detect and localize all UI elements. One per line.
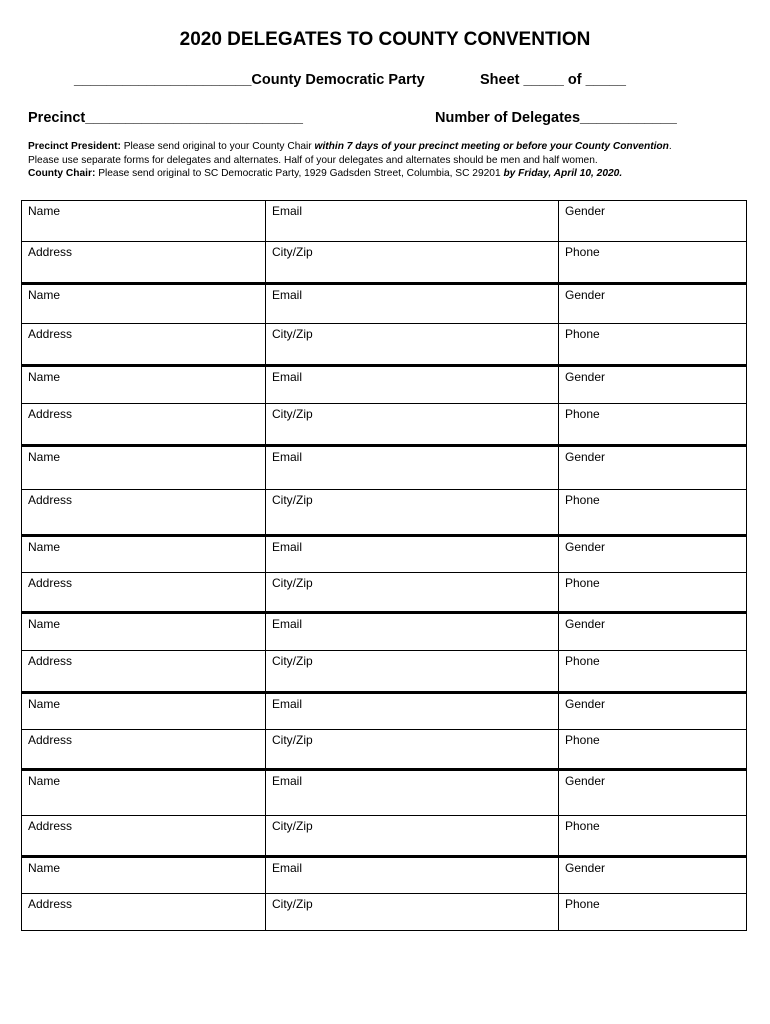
delegate-2-phone-field[interactable]: Phone [558,324,746,364]
delegate-2-cityzip-field[interactable]: City/Zip [265,324,558,364]
delegate-9-row-address [22,893,746,930]
delegate-3-email-field[interactable]: Email [265,367,558,403]
delegate-1-name-field[interactable]: Name [28,204,61,218]
delegate-7-address-field[interactable]: Address [28,733,73,747]
delegate-1-phone-field[interactable]: Phone [558,242,746,282]
page-title: 2020 DELEGATES TO COUNTY CONVENTION [179,29,591,50]
delegate-2-row-address [22,323,746,364]
delegate-3-gender-field[interactable]: Gender [558,367,746,403]
sheet-number-field[interactable]: Sheet _____ of _____ [480,72,626,88]
delegate-6-row-address [22,650,746,691]
delegate-1-email-field[interactable]: Email [265,201,558,241]
delegate-6-name-field[interactable]: Name [28,617,61,631]
delegate-1-gender-field[interactable]: Gender [558,201,746,241]
delegate-6-cityzip-field[interactable]: City/Zip [265,651,558,691]
instruction-end-1: . [668,141,672,152]
delegate-4-name-field[interactable]: Name [28,450,61,464]
delegate-8-name-field[interactable]: Name [28,774,61,788]
delegate-3-name-field[interactable]: Name [28,370,61,384]
delegate-6-phone-field[interactable]: Phone [558,651,746,691]
delegate-8-cityzip-field[interactable]: City/Zip [265,816,558,855]
delegate-3-cityzip-field[interactable]: City/Zip [265,404,558,444]
deadline-emphasis: within 7 days of your precinct meeting or before your County Convention [314,141,669,152]
delegate-7-email-field[interactable]: Email [265,694,558,729]
delegate-8-row-address [22,815,746,855]
delegate-3-row-name [22,364,746,403]
delegate-5-row-name [22,534,746,572]
delegate-7-row-address [22,729,746,768]
delegate-5-cityzip-field[interactable]: City/Zip [265,573,558,611]
delegate-8-phone-field[interactable]: Phone [558,816,746,855]
delegate-2-email-field[interactable]: Email [265,285,558,323]
instruction-line-1 [28,140,758,154]
delegate-2-address-field[interactable]: Address [28,327,73,341]
delegate-9-name-field[interactable]: Name [28,861,61,875]
delegate-9-phone-field[interactable]: Phone [558,894,746,930]
delegate-6-row-name [22,611,746,650]
county-chair-label: County Chair: [28,168,96,179]
precinct-president-label: Precinct President: [28,141,121,152]
instruction-line-3 [28,167,758,181]
instruction-text-3: Please send original to SC Democratic Party, 1929 Gadsden Street, Columbia, SC 29201 [95,168,504,179]
delegate-9-address-field[interactable]: Address [28,897,73,911]
delegate-7-gender-field[interactable]: Gender [558,694,746,729]
delegate-5-address-field[interactable]: Address [28,576,73,590]
delegate-4-row-address [22,489,746,534]
delegate-7-phone-field[interactable]: Phone [558,730,746,768]
delegate-5-name-field[interactable]: Name [28,540,61,554]
delegate-5-phone-field[interactable]: Phone [558,573,746,611]
instruction-line-2: Please use separate forms for delegates and alternates. Half of your delegates and alternates should be men and half women. [28,154,598,166]
delegate-8-row-name [22,768,746,815]
delegate-6-gender-field[interactable]: Gender [558,614,746,650]
delegate-9-gender-field[interactable]: Gender [558,858,746,893]
delegate-3-address-field[interactable]: Address [28,407,73,421]
delegate-2-gender-field[interactable]: Gender [558,285,746,323]
delegate-5-gender-field[interactable]: Gender [558,537,746,572]
delegate-2-name-field[interactable]: Name [28,288,61,302]
delegate-7-cityzip-field[interactable]: City/Zip [265,730,558,768]
delegate-table [21,200,747,931]
delegate-6-address-field[interactable]: Address [28,654,73,668]
delegate-9-cityzip-field[interactable]: City/Zip [265,894,558,930]
delegate-1-address-field[interactable]: Address [28,245,73,259]
delegate-5-email-field[interactable]: Email [265,537,558,572]
delegate-8-address-field[interactable]: Address [28,819,73,833]
instructions [28,140,758,181]
delegate-4-email-field[interactable]: Email [265,447,558,489]
delegate-4-address-field[interactable]: Address [28,493,73,507]
delegate-2-row-name [22,282,746,323]
delegate-1-row-name [22,201,746,241]
delegate-8-gender-field[interactable]: Gender [558,771,746,815]
delegate-1-cityzip-field[interactable]: City/Zip [265,242,558,282]
due-date-emphasis: by Friday, April 10, 2020. [503,168,623,179]
delegate-4-row-name [22,444,746,489]
delegate-3-phone-field[interactable]: Phone [558,404,746,444]
precinct-field[interactable]: Precinct___________________________ [28,110,303,126]
delegate-4-phone-field[interactable]: Phone [558,490,746,534]
delegate-9-email-field[interactable]: Email [265,858,558,893]
delegate-3-row-address [22,403,746,444]
instruction-text-1: Please send original to your County Chair [120,141,315,152]
county-party-field[interactable]: ______________________County Democratic Party [74,72,425,88]
delegate-7-row-name [22,691,746,729]
delegate-4-gender-field[interactable]: Gender [558,447,746,489]
delegate-5-row-address [22,572,746,611]
delegate-8-email-field[interactable]: Email [265,771,558,815]
number-of-delegates-field[interactable]: Number of Delegates____________ [435,110,677,126]
delegate-9-row-name [22,855,746,893]
delegate-4-cityzip-field[interactable]: City/Zip [265,490,558,534]
delegate-6-email-field[interactable]: Email [265,614,558,650]
delegate-7-name-field[interactable]: Name [28,697,61,711]
delegate-1-row-address [22,241,746,282]
